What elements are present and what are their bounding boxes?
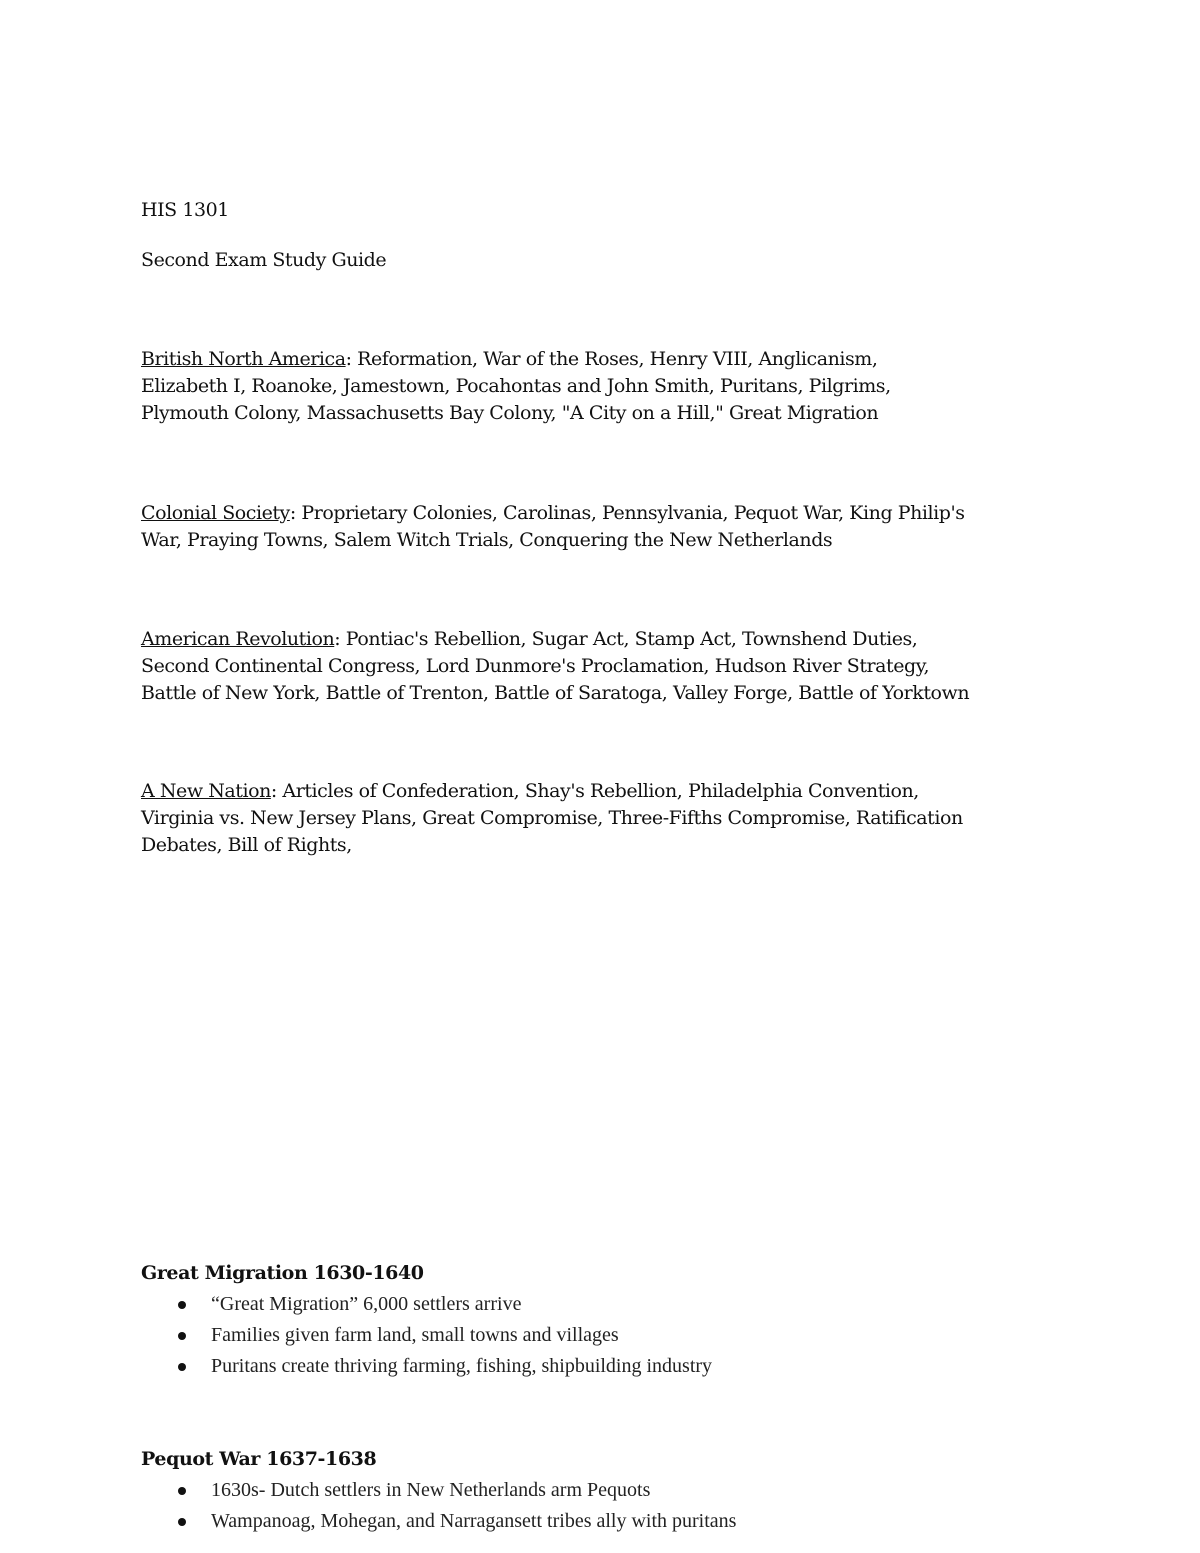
section-separator: : [289,502,296,524]
list-item-text: “Great Migration” 6,000 settlers arrive [211,1293,522,1315]
bullet-icon [178,1518,186,1526]
section-terms: Proprietary Colonies, Carolinas, Pennsylvania, Pequot War, King Philip's [295,502,965,524]
section-separator: : [345,348,352,370]
bullet-icon [178,1363,186,1371]
section-label: Colonial Society [141,502,290,524]
section-line: Debates, Bill of Rights, [141,834,352,856]
list-item-text: Wampanoag, Mohegan, and Narragansett tribes ally with puritans [211,1510,737,1532]
list-item-text: 1630s- Dutch settlers in New Netherlands arm Pequots [211,1479,651,1501]
bullet-icon [178,1301,186,1309]
list-item-text: Families given farm land, small towns and villages [211,1324,619,1346]
list-item [175,1351,712,1382]
section-line: Plymouth Colony, Massachusetts Bay Colony, "A City on a Hill," Great Migration [141,402,879,424]
list-item [175,1475,736,1506]
list-item [175,1289,712,1320]
bullet-icon [178,1487,186,1495]
section-separator: : [270,780,277,802]
note-list-pequot-war [175,1475,736,1537]
page-title: Second Exam Study Guide [141,249,387,271]
list-item [175,1506,736,1537]
note-list-great-migration [175,1289,712,1382]
section-colonial-society [141,500,1071,554]
list-item [175,1320,712,1351]
note-heading-great-migration: Great Migration 1630-1640 [141,1262,424,1284]
section-a-new-nation [141,778,1071,859]
section-line: Virginia vs. New Jersey Plans, Great Compromise, Three-Fifths Compromise, Ratification [141,807,963,829]
section-line: Battle of New York, Battle of Trenton, Battle of Saratoga, Valley Forge, Battle of Yorktown [141,682,970,704]
section-line: Second Continental Congress, Lord Dunmore's Proclamation, Hudson River Strategy, [141,655,930,677]
section-american-revolution [141,626,1071,707]
section-label: American Revolution [141,628,335,650]
note-heading-pequot-war: Pequot War 1637-1638 [141,1448,377,1470]
section-line [141,626,1071,653]
section-terms: Articles of Confederation, Shay's Rebellion, Philadelphia Convention, [276,780,919,802]
section-line [141,778,1071,805]
course-code: HIS 1301 [141,199,229,221]
section-terms: Reformation, War of the Roses, Henry VIII, Anglicanism, [351,348,878,370]
section-label: British North America [141,348,346,370]
section-terms: Pontiac's Rebellion, Sugar Act, Stamp Act, Townshend Duties, [340,628,918,650]
section-label: A New Nation [141,780,271,802]
section-british-north-america [141,346,1071,427]
section-line: War, Praying Towns, Salem Witch Trials, Conquering the New Netherlands [141,529,833,551]
section-line [141,500,1071,527]
section-separator: : [334,628,341,650]
section-line: Elizabeth I, Roanoke, Jamestown, Pocahontas and John Smith, Puritans, Pilgrims, [141,375,891,397]
list-item-text: Puritans create thriving farming, fishing, shipbuilding industry [211,1355,713,1377]
section-line [141,346,1071,373]
bullet-icon [178,1332,186,1340]
